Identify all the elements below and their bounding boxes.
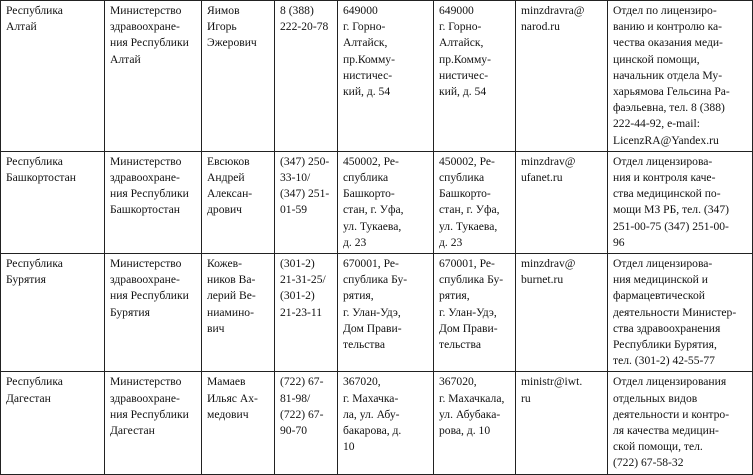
ministry-cell: Министерство здравоохране- ния Республики Башкортостан xyxy=(105,151,202,253)
head-name-cell: Кожев- ников Ва- лерий Ве- ниамино- вич xyxy=(202,254,275,372)
phone-cell: (722) 67- 81-98/ (722) 67- 90-70 xyxy=(275,372,338,474)
ministry-cell: Министерство здравоохране- ния Республики Дагестан xyxy=(105,372,202,474)
licensing-department-cell: Отдел лицензирова- ния медицинской и фармацевтической деятельности Министер- ства здравоохранения Республики Бурятия, тел. (301-2) 42-55-77 xyxy=(608,254,753,372)
licensing-department-cell: Отдел по лицензиро- ванию и контролю ка- чества оказания меди- цинской помощи, начальник отдела Му- харьямова Гельсина Ра- фаэльевна, тел. 8 (388) 222-44-92, e-mail: LicenzRA@Yandex.ru xyxy=(608,1,753,152)
phone-cell: (347) 250- 33-10/ (347) 251- 01-59 xyxy=(275,151,338,253)
head-name-cell: Мамаев Ильяс Ах- медович xyxy=(202,372,275,474)
email-cell: minzdrav@ ufanet.ru xyxy=(516,151,608,253)
region-cell: Республика Башкортостан xyxy=(1,151,105,253)
legal-address-cell: 367020, г. Махачка- ла, ул. Абу- бакарова, д. 10 xyxy=(338,372,434,474)
postal-address-cell: 367020, г. Махачкала, ул. Абубака- рова, д. 10 xyxy=(434,372,516,474)
licensing-department-cell: Отдел лицензирова- ния и контроля каче- ства медицинской по- мощи МЗ РБ, тел. (347) 251-00-75 (347) 251-00- 96 xyxy=(608,151,753,253)
phone-cell: 8 (388) 222-20-78 xyxy=(275,1,338,152)
region-cell: Республика Дагестан xyxy=(1,372,105,474)
head-name-cell: Яимов Игорь Эжерович xyxy=(202,1,275,152)
email-cell: ministr@iwt. ru xyxy=(516,372,608,474)
ministry-cell: Министерство здравоохране- ния Республики Бурятия xyxy=(105,254,202,372)
table-row xyxy=(1,254,753,372)
postal-address-cell: 450002, Ре- спублика Башкорто- стан, г. Уфа, ул. Тукаева, д. 23 xyxy=(434,151,516,253)
email-cell: minzdrav@ burnet.ru xyxy=(516,254,608,372)
licensing-department-cell: Отдел лицензирования отдельных видов деятельности и контро- ля качества медицин- ской помощи, тел. (722) 67-58-32 xyxy=(608,372,753,474)
postal-address-cell: 670001, Ре- спублика Бу- рятия, г. Улан-Удэ, Дом Прави- тельства xyxy=(434,254,516,372)
email-cell: minzdravra@ narod.ru xyxy=(516,1,608,152)
phone-cell: (301-2) 21-31-25/ (301-2) 21-23-11 xyxy=(275,254,338,372)
ministry-cell: Министерство здравоохране- ния Республики Алтай xyxy=(105,1,202,152)
region-cell: Республика Бурятия xyxy=(1,254,105,372)
table-row xyxy=(1,151,753,253)
legal-address-cell: 450002, Ре- спублика Башкорто- стан, г. Уфа, ул. Тукаева, д. 23 xyxy=(338,151,434,253)
table-row xyxy=(1,372,753,474)
head-name-cell: Евсюков Андрей Алексан- дрович xyxy=(202,151,275,253)
table-row xyxy=(1,1,753,152)
legal-address-cell: 649000 г. Горно- Алтайск, пр.Комму- нистичес- кий, д. 54 xyxy=(338,1,434,152)
postal-address-cell: 649000 г. Горно- Алтайск, пр.Комму- нистичес- кий, д. 54 xyxy=(434,1,516,152)
region-cell: Республика Алтай xyxy=(1,1,105,152)
legal-address-cell: 670001, Ре- спублика Бу- рятия, г. Улан-Удэ, Дом Прави- тельства xyxy=(338,254,434,372)
